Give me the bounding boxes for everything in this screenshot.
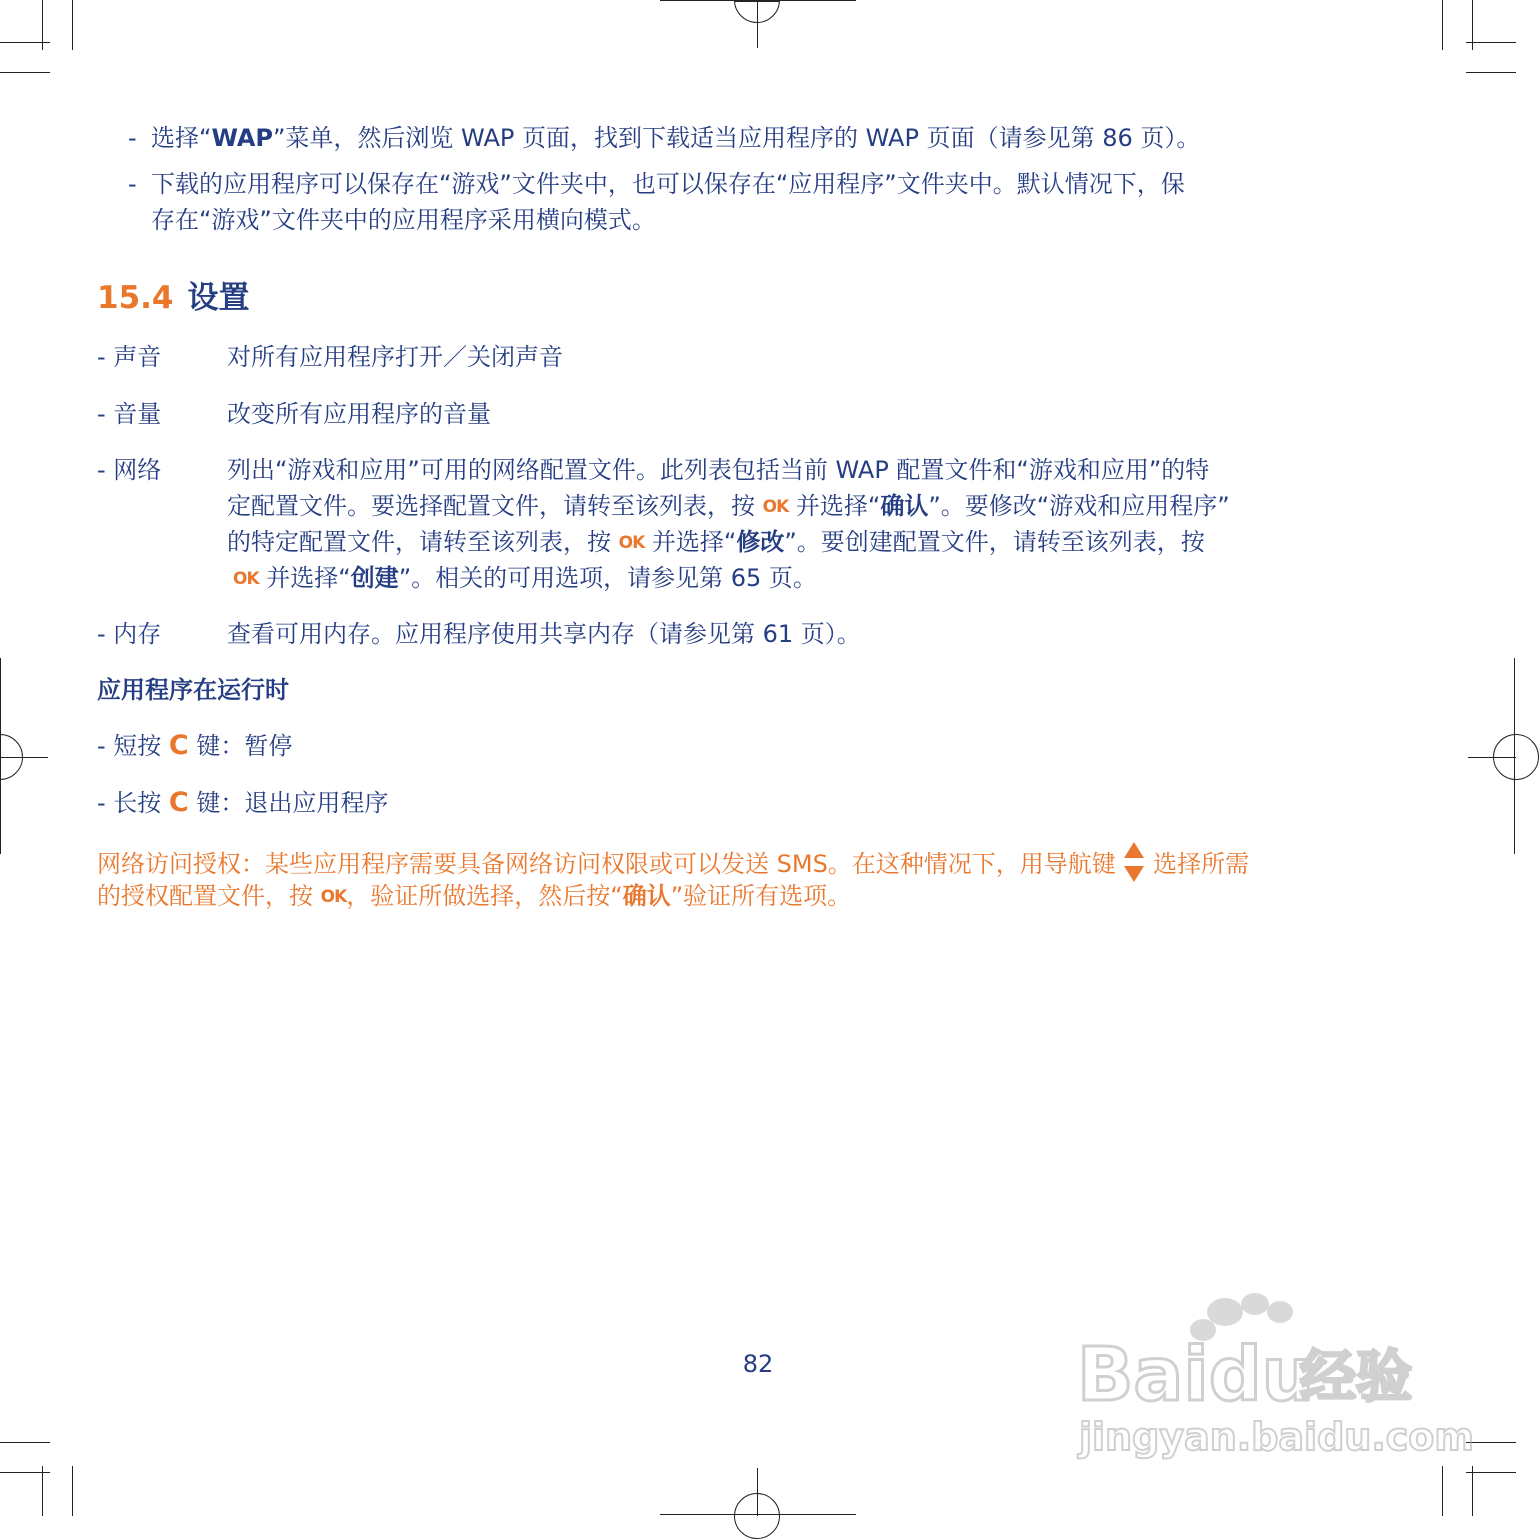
navigation-key-icon bbox=[1123, 842, 1145, 884]
text-run: ”菜单，然后浏览 WAP 页面，找到下载适当应用程序的 WAP 页面（请参见第 86 页）。 bbox=[273, 124, 1201, 152]
page-number: 82 bbox=[742, 1350, 774, 1378]
section-number: 15.4 bbox=[97, 280, 174, 316]
text-run: ”。相关的可用选项，请参见第 65 页。 bbox=[398, 564, 817, 592]
ok-key-icon: OK bbox=[618, 533, 645, 553]
text-run: 列出“游戏和应用”可用的网络配置文件。此列表包括当前 WAP 配置文件和“游戏和应用”的特 bbox=[227, 456, 1210, 484]
text-run: 网络访问授权：某些应用程序需要具备网络访问权限或可以发送 SMS。在这种情况下，用导航键 bbox=[97, 850, 1124, 878]
text-run: 定配置文件。要选择配置文件，请转至该列表，按 bbox=[227, 492, 763, 520]
text-run: 选择“ bbox=[151, 124, 212, 152]
watermark-url: jingyan.baidu.com bbox=[1079, 1415, 1474, 1459]
setting-description-line bbox=[227, 524, 1205, 561]
text-run: ”。要修改“游戏和应用程序” bbox=[928, 492, 1230, 520]
bold-term: 修改 bbox=[736, 528, 785, 556]
section-heading bbox=[97, 278, 250, 318]
setting-label: - 网络 bbox=[97, 456, 162, 484]
watermark-label: 经验 bbox=[1300, 1345, 1412, 1410]
ok-key-icon: OK bbox=[762, 497, 789, 517]
text-run: 键：暂停 bbox=[188, 732, 293, 760]
setting-label: - 内存 bbox=[97, 620, 162, 648]
setting-description-line bbox=[227, 616, 861, 652]
bold-term: WAP bbox=[211, 124, 273, 152]
text-run: 改变所有应用程序的音量 bbox=[227, 400, 491, 428]
setting-description-line bbox=[233, 560, 817, 597]
text-run: - 长按 bbox=[97, 789, 169, 817]
text-run: ”。要创建配置文件，请转至该列表，按 bbox=[784, 528, 1205, 556]
ok-key-icon: OK bbox=[320, 887, 347, 907]
runtime-heading: 应用程序在运行时 bbox=[97, 676, 289, 704]
setting-description-line bbox=[227, 396, 491, 432]
text-run: 查看可用内存。应用程序使用共享内存（请参见第 61 页）。 bbox=[227, 620, 861, 648]
bold-term: 确认 bbox=[622, 882, 671, 910]
text-run: - 短按 bbox=[97, 732, 169, 760]
bullet-line bbox=[151, 120, 1200, 156]
text-run: 的特定配置文件，请转至该列表，按 bbox=[227, 528, 619, 556]
bullet-line bbox=[151, 202, 656, 238]
text-run: 对所有应用程序打开／关闭声音 bbox=[227, 343, 563, 371]
baidu-jingyan-watermark bbox=[1075, 1290, 1474, 1460]
note-line bbox=[97, 878, 851, 915]
bold-term: 创建 bbox=[350, 564, 399, 592]
text-run: 并选择“ bbox=[258, 564, 351, 592]
text-run: 键：退出应用程序 bbox=[188, 789, 389, 817]
runtime-item bbox=[97, 785, 388, 821]
setting-label: - 声音 bbox=[97, 343, 162, 371]
text-run: 下载的应用程序可以保存在“游戏”文件夹中，也可以保存在“应用程序”文件夹中。默认情况下，保 bbox=[151, 170, 1185, 198]
bullet-dash: - bbox=[128, 124, 137, 152]
watermark-brand: Baidu bbox=[1077, 1332, 1315, 1418]
setting-description-line bbox=[227, 488, 1230, 525]
text-run: 并选择“ bbox=[644, 528, 737, 556]
c-key-icon: C bbox=[168, 730, 189, 761]
text-run: ，验证所做选择，然后按“ bbox=[346, 882, 623, 910]
text-run: 并选择“ bbox=[788, 492, 881, 520]
text-run: 存在“游戏”文件夹中的应用程序采用横向模式。 bbox=[151, 206, 656, 234]
runtime-item bbox=[97, 728, 292, 764]
c-key-icon: C bbox=[168, 787, 189, 818]
text-run: 选择所需 bbox=[1145, 850, 1250, 878]
text-run: ”验证所有选项。 bbox=[670, 882, 852, 910]
ok-key-icon: OK bbox=[233, 569, 259, 589]
text-run: 的授权配置文件，按 bbox=[97, 882, 321, 910]
bullet-dash: - bbox=[128, 170, 137, 198]
setting-description-line bbox=[227, 452, 1209, 488]
bold-term: 确认 bbox=[880, 492, 929, 520]
section-title: 设置 bbox=[187, 280, 250, 316]
setting-description-line bbox=[227, 339, 563, 375]
bullet-line bbox=[151, 166, 1185, 202]
setting-label: - 音量 bbox=[97, 400, 162, 428]
